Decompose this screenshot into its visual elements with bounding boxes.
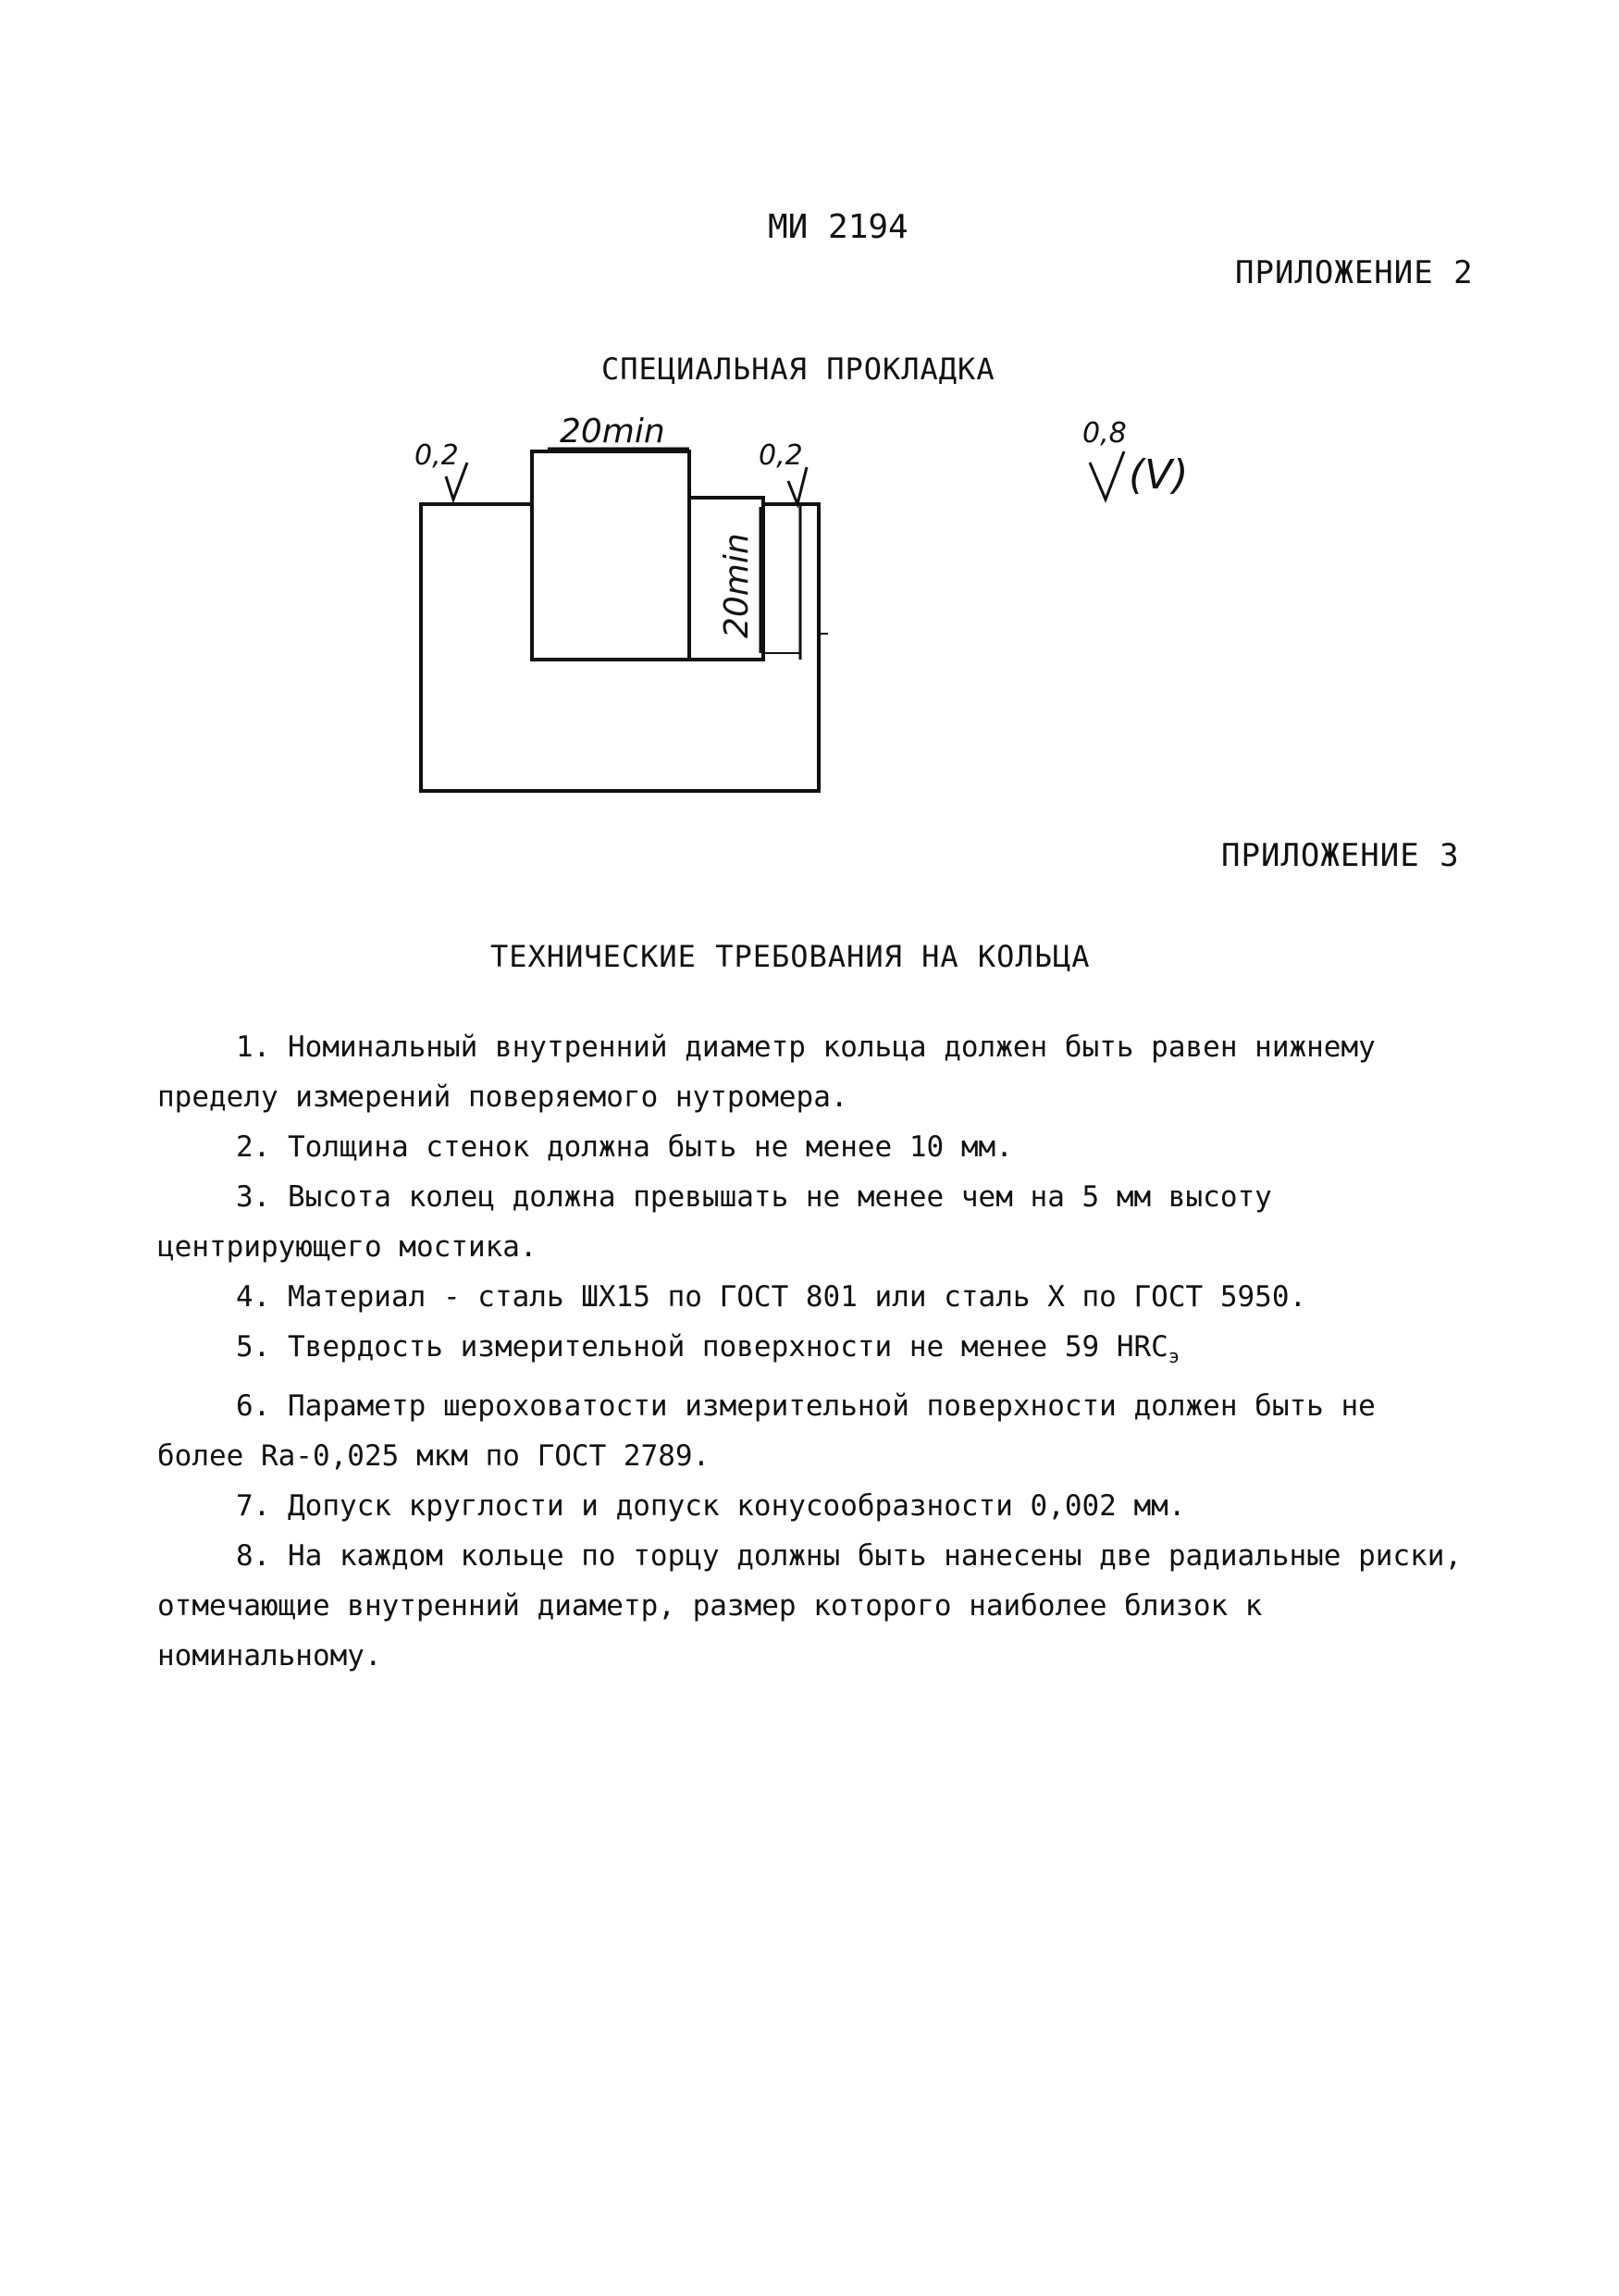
appendix-2-label: ПРИЛОЖЕНИЕ 2 (1235, 254, 1474, 291)
hardness-unit-sub: э (1168, 1345, 1180, 1368)
roughness-general-label: 0,8 (1082, 417, 1127, 450)
requirement-5-text: 5. Твердость измерительной поверхности не менее 59 (236, 1330, 1100, 1364)
requirement-3: 3. Высота колец должна превышать не менее чем на 5 мм высоту центрирующего мостика. (157, 1180, 1272, 1264)
requirement-6: 6. Параметр шероховатости измерительной поверхности должен быть не более Ra-0,025 мкм по ГОСТ 2789. (157, 1389, 1376, 1474)
roughness-general-suffix: (V) (1129, 451, 1189, 499)
appendix-3-title: ТЕХНИЧЕСКИЕ ТРЕБОВАНИЯ НА КОЛЬЦА (490, 939, 1091, 974)
roughness-left-label: 0,2 (414, 439, 459, 472)
requirement-2: 2. Толщина стенок должна быть не менее 10 мм. (236, 1130, 1013, 1164)
hardness-unit: HRC (1116, 1330, 1168, 1364)
requirement-7: 7. Допуск круглости и допуск конусообразности 0,002 мм. (236, 1489, 1186, 1524)
requirement-8: 8. На каждом кольце по торцу должны быть нанесены две радиальные риски, отмечающие внутренний диаметр, размер которого наиболее близок к номинальному. (157, 1539, 1463, 1673)
requirement-5 (157, 1322, 1471, 1381)
roughness-right-label: 0,2 (759, 439, 803, 472)
document-code: МИ 2194 (768, 208, 908, 246)
appendix-3-label: ПРИЛОЖЕНИЕ 3 (1221, 837, 1460, 874)
requirement-1: 1. Номинальный внутренний диаметр кольца должен быть равен нижнему пределу измерений поверяемого нутромера. (157, 1031, 1376, 1114)
roughness-right-mark (788, 467, 807, 504)
requirements-list (157, 1022, 1471, 1681)
dim-width-label: 20min (560, 413, 665, 451)
dim-height-label: 20min (718, 533, 756, 638)
roughness-general-mark (1090, 451, 1124, 500)
requirement-4: 4. Материал - сталь ШХ15 по ГОСТ 801 или сталь Х по ГОСТ 5950. (236, 1280, 1307, 1314)
appendix-2-title: СПЕЦИАЛЬНАЯ ПРОКЛАДКА (601, 352, 995, 387)
gasket-drawing (0, 0, 1619, 833)
gasket-slot (532, 451, 689, 660)
